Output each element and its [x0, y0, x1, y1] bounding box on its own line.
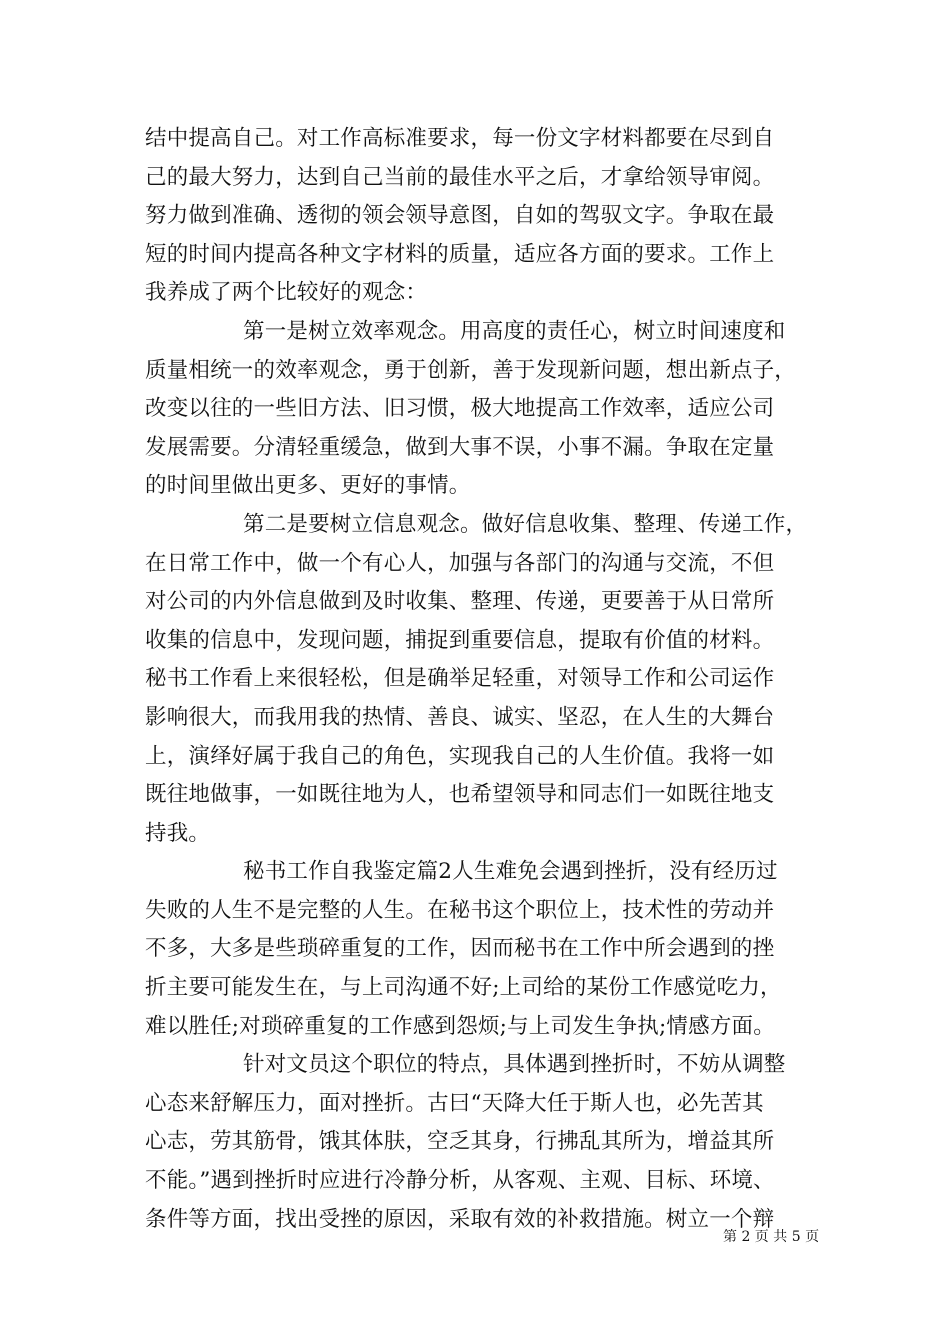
text-line: 心态来舒解压力，面对挫折。古曰“天降大任于斯人也，必先苦其 — [145, 1090, 764, 1116]
text-line: 难以胜任;对琐碎重复的工作感到怨烦;与上司发生争执;情感方面。 — [145, 1013, 775, 1039]
text-line: 不能。”遇到挫折时应进行冷静分析，从客观、主观、目标、环境、 — [145, 1168, 775, 1194]
text-line: 不多，大多是些琐碎重复的工作，因而秘书在工作中所会遇到的挫 — [145, 936, 775, 962]
text-line: 秘书工作看上来很轻松，但是确举足轻重，对领导工作和公司运作 — [145, 666, 775, 692]
paragraph-start-line: 针对文员这个职位的特点，具体遇到挫折时，不妨从调整 — [243, 1052, 786, 1078]
paragraph-start-line: 秘书工作自我鉴定篇2人生难免会遇到挫折，没有经历过 — [243, 859, 778, 885]
document-body — [145, 120, 810, 1239]
paragraph-start-line: 第二是要树立信息观念。做好信息收集、整理、传递工作， — [243, 511, 808, 537]
text-line: 结中提高自己。对工作高标准要求，每一份文字材料都要在尽到自 — [145, 126, 775, 151]
text-line: 短的时间内提高各种文字材料的质量，适应各方面的要求。工作上 — [145, 241, 775, 267]
text-line: 失败的人生不是完整的人生。在秘书这个职位上，技术性的劳动并 — [145, 897, 775, 923]
text-line: 条件等方面，找出受挫的原因，采取有效的补救措施。树立一个辩 — [145, 1206, 775, 1232]
text-line: 我养成了两个比较好的观念： — [145, 280, 428, 306]
text-line: 在日常工作中，做一个有心人，加强与各部门的沟通与交流，不但 — [145, 550, 775, 576]
text-line: 上，演绎好属于我自己的角色，实现我自己的人生价值。我将一如 — [145, 743, 775, 769]
text-line: 质量相统一的效率观念，勇于创新，善于发现新问题，想出新点子， — [145, 357, 797, 383]
page-number-footer: 第 2 页 共 5 页 — [723, 1229, 820, 1245]
text-line: 努力做到准确、透彻的领会领导意图，自如的驾驭文字。争取在最 — [145, 203, 775, 229]
text-line: 影响很大，而我用我的热情、善良、诚实、坚忍，在人生的大舞台 — [145, 704, 775, 730]
paragraph-start-line: 第一是树立效率观念。用高度的责任心，树立时间速度和 — [243, 318, 786, 344]
text-line: 收集的信息中，发现问题，捕捉到重要信息，提取有价值的材料。 — [145, 627, 775, 653]
text-line: 对公司的内外信息做到及时收集、整理、传递，更要善于从日常所 — [145, 589, 775, 615]
text-line: 心志，劳其筋骨，饿其体肤，空乏其身，行拂乱其所为，增益其所 — [145, 1129, 775, 1155]
text-line: 改变以往的一些旧方法、旧习惯，极大地提高工作效率，适应公司 — [145, 396, 775, 422]
text-line: 既往地做事，一如既往地为人，也希望领导和同志们一如既往地支 — [145, 782, 775, 808]
text-line: 发展需要。分清轻重缓急，做到大事不误，小事不漏。争取在定量 — [145, 434, 775, 460]
text-line: 持我。 — [145, 820, 211, 846]
text-line: 的时间里做出更多、更好的事情。 — [145, 473, 471, 499]
text-line: 己的最大努力，达到自己当前的最佳水平之后，才拿给领导审阅。 — [145, 164, 775, 190]
text-line: 折主要可能发生在，与上司沟通不好;上司给的某份工作感觉吃力， — [145, 975, 782, 1001]
